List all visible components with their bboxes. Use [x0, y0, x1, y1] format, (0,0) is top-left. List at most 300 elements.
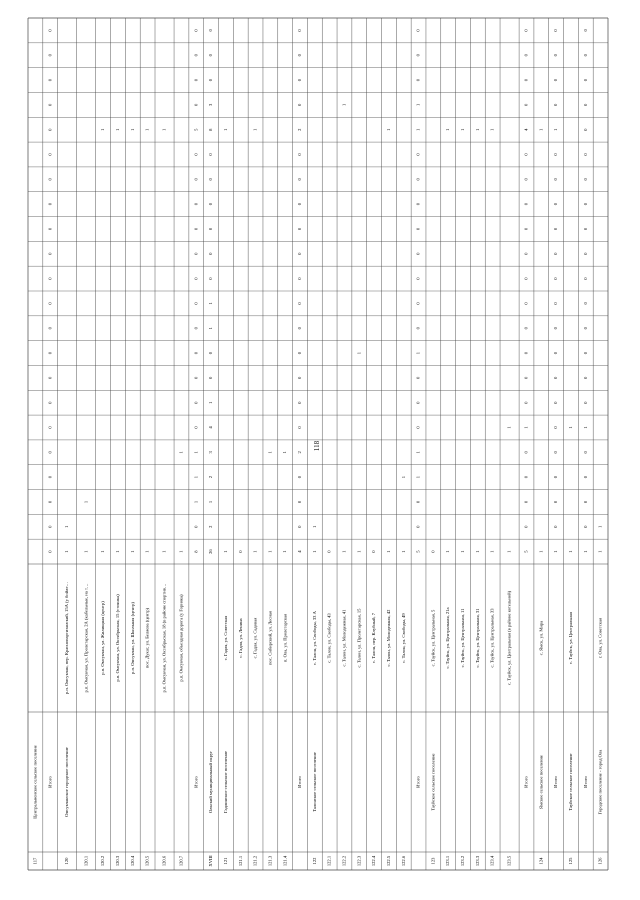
value-cell: 0 — [297, 103, 303, 107]
value-cell: 1 — [415, 351, 421, 355]
value-cell: 0 — [553, 401, 559, 404]
value-cell: 1 — [474, 128, 480, 131]
municipality-name: Итого — [193, 776, 199, 788]
value-cell: 0 — [47, 475, 53, 479]
value-cell: 0 — [415, 202, 421, 206]
value-cell: 0 — [523, 227, 529, 231]
address-cell: п. Ола, ул. Пролетарская — [282, 613, 288, 663]
value-cell: 1 — [193, 500, 199, 504]
address-cell: с. Гадля, ул. Советская — [222, 615, 228, 661]
value-cell: 0 — [523, 327, 529, 330]
value-cell: 1 — [193, 451, 199, 454]
value-cell: 0 — [523, 252, 529, 255]
value-cell: 1 — [460, 550, 466, 553]
value-cell: 0 — [297, 401, 303, 404]
value-cell: 0 — [208, 277, 214, 280]
municipality-name: Ямское сельское поселение — [538, 755, 544, 809]
value-cell: 1 — [415, 103, 421, 107]
value-cell: 0 — [47, 153, 53, 156]
value-cell: 0 — [553, 29, 559, 32]
municipality-name: Ольский муниципальный округ — [208, 750, 214, 814]
value-cell: 0 — [47, 277, 53, 280]
value-cell: 1 — [415, 475, 421, 479]
value-cell: 0 — [553, 277, 559, 280]
value-cell: 1 — [341, 550, 347, 553]
value-cell: 0 — [582, 178, 588, 181]
address-cell: с. Тауйск, ул. Центральная, 33 — [489, 608, 495, 668]
value-cell: 0 — [553, 475, 559, 479]
value-cell: 5 — [193, 128, 199, 131]
value-cell: 0 — [553, 376, 559, 380]
value-cell: 0 — [582, 451, 588, 454]
value-cell: 0 — [553, 302, 559, 305]
value-cell: 0 — [237, 550, 243, 553]
value-cell: 0 — [193, 153, 199, 156]
value-cell: 1 — [282, 550, 288, 553]
address-cell: с. Ямск, ул. Мира — [538, 620, 544, 656]
value-cell: 0 — [193, 178, 199, 181]
value-cell: 1 — [506, 426, 512, 429]
value-cell: 1 — [597, 525, 603, 528]
value-cell: 0 — [193, 401, 199, 404]
value-cell: 1 — [208, 500, 214, 504]
value-cell: 0 — [553, 351, 559, 355]
address-cell: с. Гадля, ул. Ленина — [237, 618, 243, 658]
value-cell: 0 — [193, 327, 199, 330]
value-cell: 0 — [47, 426, 53, 429]
value-cell: 0 — [47, 550, 53, 553]
value-cell: 1 — [568, 550, 574, 553]
row-number: 120.7 — [178, 855, 184, 867]
municipality-name: Итого — [297, 776, 303, 788]
value-cell: 1 — [400, 475, 406, 479]
row-number: 123 — [430, 857, 436, 865]
address-cell: с. Гадля, ул. Садовая — [252, 617, 258, 659]
value-cell: 0 — [297, 78, 303, 82]
value-cell: 0 — [47, 202, 53, 206]
row-number: 123.4 — [489, 855, 495, 867]
value-cell: 0 — [47, 128, 53, 131]
value-cell: 0 — [553, 202, 559, 206]
row-number: 120.2 — [100, 855, 106, 867]
row-number: 124 — [538, 857, 544, 865]
value-cell: 0 — [297, 29, 303, 32]
value-cell: 0 — [582, 54, 588, 57]
address-cell: пос. Сибирский, ул. Лесная — [267, 611, 273, 665]
row-number: 122.4 — [371, 855, 377, 867]
address-cell: р.п. Омсукчан, пер. Краснопартизанский, 15А (у бойле… — [64, 581, 70, 695]
value-cell: 0 — [553, 500, 559, 504]
value-cell: 1 — [144, 128, 150, 131]
value-cell: 0 — [297, 277, 303, 280]
address-cell: с. Тауйск, ул. Центральная (в районе котельной) — [506, 590, 512, 686]
value-cell: 0 — [553, 54, 559, 57]
value-cell: 2 — [297, 451, 303, 454]
value-cell: 0 — [193, 78, 199, 82]
value-cell: 0 — [297, 525, 303, 528]
value-cell: 1 — [523, 426, 529, 429]
value-cell: 0 — [582, 302, 588, 305]
value-cell: 0 — [193, 376, 199, 380]
municipality-name: Гадлинское сельское поселение — [222, 750, 228, 814]
value-cell: 1 — [356, 351, 362, 355]
row-number: 122 — [311, 857, 317, 865]
row-number: 122.3 — [356, 855, 362, 867]
value-cell: 1 — [222, 550, 228, 553]
value-cell: 0 — [193, 277, 199, 280]
value-cell: 0 — [553, 153, 559, 156]
value-cell: 1 — [415, 451, 421, 454]
value-cell: 0 — [523, 103, 529, 107]
value-cell: 1 — [64, 525, 70, 528]
value-cell: 0 — [208, 78, 214, 82]
municipality-name: Талонское сельское поселение — [311, 752, 317, 812]
value-cell: 0 — [430, 550, 436, 553]
value-cell: 0 — [415, 426, 421, 429]
value-cell: 0 — [47, 252, 53, 255]
value-cell: 0 — [193, 426, 199, 429]
row-number: 121.3 — [267, 855, 273, 867]
value-cell: 0 — [193, 302, 199, 305]
value-cell: 0 — [193, 202, 199, 206]
value-cell: 1 — [282, 451, 288, 454]
row-number: 117 — [32, 857, 38, 865]
value-cell: 1 — [538, 550, 544, 553]
value-cell: 1 — [161, 128, 167, 131]
municipality-name: Итого — [415, 776, 421, 788]
address-cell: с. Талон, ул. Свободы, 49 — [400, 613, 406, 663]
value-cell: 0 — [415, 227, 421, 231]
municipality-name: Городское поселение - город Ола — [597, 749, 603, 815]
value-cell: 0 — [297, 500, 303, 504]
value-cell: 1 — [208, 302, 214, 305]
value-cell: 1 — [178, 550, 184, 553]
value-cell: 0 — [523, 302, 529, 305]
value-cell: 4 — [208, 426, 214, 429]
value-cell: 0 — [582, 103, 588, 107]
value-cell: 1 — [129, 550, 135, 553]
row-number: 125 — [568, 857, 574, 865]
value-cell: 0 — [523, 475, 529, 479]
value-cell: 0 — [415, 302, 421, 305]
address-cell: р.п. Омсукчан, ул. Пролетарская, 2А (кабельные, на т… — [83, 583, 89, 693]
value-cell: 0 — [582, 376, 588, 380]
value-cell: 0 — [193, 252, 199, 255]
value-cell: 8 — [208, 128, 214, 131]
address-cell: р.п. Омсукчан, ул. Октябрьская, 15 (стоянка) — [115, 594, 121, 682]
value-cell: 0 — [47, 227, 53, 231]
value-cell: 1 — [208, 401, 214, 404]
value-cell: 0 — [47, 451, 53, 454]
address-cell: р.п. Омсукчан, ул. Школьная (центр) — [129, 602, 135, 674]
value-cell: 1 — [83, 500, 89, 504]
address-cell: с. Талон, ул. Свободы, 33 А — [311, 611, 317, 665]
value-cell: 0 — [297, 351, 303, 355]
address-cell: с. Талон, ул. Молодежная, 42 — [385, 609, 391, 667]
value-cell: 0 — [47, 500, 53, 504]
value-cell: 0 — [415, 376, 421, 380]
value-cell: 0 — [297, 227, 303, 231]
value-cell: 0 — [297, 54, 303, 57]
value-cell: 0 — [415, 29, 421, 32]
value-cell: 0 — [297, 426, 303, 429]
value-cell: 1 — [144, 550, 150, 553]
value-cell: 0 — [193, 525, 199, 528]
value-cell: 0 — [523, 54, 529, 57]
value-cell: 0 — [297, 202, 303, 206]
value-cell: 1 — [64, 550, 70, 553]
value-cell: 1 — [582, 426, 588, 429]
municipality-name: Тауйское сельское поселение — [568, 753, 574, 811]
value-cell: 0 — [415, 327, 421, 330]
value-cell: 1 — [311, 550, 317, 553]
value-cell: 5 — [415, 550, 421, 553]
value-cell: 0 — [47, 54, 53, 57]
value-cell: 1 — [178, 451, 184, 454]
value-cell: 0 — [208, 153, 214, 156]
municipality-name: Итого — [582, 776, 588, 788]
value-cell: 0 — [553, 103, 559, 107]
value-cell: 0 — [326, 550, 332, 553]
address-cell: р.п. Омсукчан, ул. Жилищная (центр) — [100, 601, 106, 675]
value-cell: 3 — [208, 103, 214, 107]
value-cell: 1 — [267, 451, 273, 454]
value-cell: 1 — [267, 550, 273, 553]
value-cell: 1 — [553, 128, 559, 131]
value-cell: 1 — [415, 128, 421, 131]
address-cell: р.п. Омсукчан, ул. Октябрьская, 18 (в районе спортив… — [161, 583, 167, 693]
row-number: 120.1 — [83, 855, 89, 867]
value-cell: 1 — [341, 103, 347, 107]
municipality-name: Тауйское сельское поселение — [430, 753, 436, 811]
address-cell: с. Талон, ул. Свободы, 43 — [326, 613, 332, 663]
value-cell: 0 — [297, 475, 303, 479]
value-cell: 0 — [523, 78, 529, 82]
value-cell: 1 — [489, 128, 495, 131]
value-cell: 0 — [553, 178, 559, 181]
row-number: 123.5 — [506, 855, 512, 867]
row-number: 120.4 — [129, 855, 135, 867]
value-cell: 1 — [506, 550, 512, 553]
value-cell: 0 — [415, 78, 421, 82]
address-cell: с. Талон, ул. Пролетарская, 15 — [356, 608, 362, 668]
municipality-name: Итого — [47, 776, 53, 788]
value-cell: 1 — [115, 550, 121, 553]
value-cell: 1 — [385, 550, 391, 553]
municipality-name: Итого — [553, 776, 559, 788]
value-cell: 0 — [193, 351, 199, 355]
value-cell: 0 — [415, 401, 421, 404]
value-cell: 0 — [208, 29, 214, 32]
value-cell: 0 — [553, 426, 559, 429]
value-cell: 0 — [47, 525, 53, 528]
value-cell: 0 — [47, 302, 53, 305]
value-cell: 0 — [523, 202, 529, 206]
value-cell: 0 — [208, 54, 214, 57]
value-cell: 2 — [208, 525, 214, 528]
value-cell: 0 — [297, 153, 303, 156]
value-cell: 0 — [523, 153, 529, 156]
value-cell: 0 — [523, 525, 529, 528]
value-cell: 0 — [553, 78, 559, 82]
row-number: 122.5 — [385, 855, 391, 867]
value-cell: 0 — [208, 376, 214, 380]
value-cell: 1 — [115, 128, 121, 131]
value-cell: 1 — [222, 128, 228, 131]
value-cell: 1 — [161, 550, 167, 553]
value-cell: 5 — [523, 550, 529, 553]
row-number: 120.5 — [144, 855, 150, 867]
value-cell: 1 — [311, 525, 317, 528]
value-cell: 0 — [523, 376, 529, 380]
value-cell: 0 — [415, 277, 421, 280]
value-cell: 0 — [297, 327, 303, 330]
value-cell: 0 — [297, 178, 303, 181]
value-cell: 1 — [538, 128, 544, 131]
value-cell: 0 — [582, 202, 588, 206]
value-cell: 0 — [193, 29, 199, 32]
row-number: 121.4 — [282, 855, 288, 867]
value-cell: 1 — [385, 128, 391, 131]
value-cell: 0 — [523, 500, 529, 504]
value-cell: 0 — [582, 252, 588, 255]
row-number: 122.1 — [326, 855, 332, 867]
value-cell: 1 — [460, 128, 466, 131]
value-cell: 1 — [100, 128, 106, 131]
value-cell: 1 — [129, 128, 135, 131]
page-number: 118 — [313, 440, 322, 452]
value-cell: 0 — [193, 54, 199, 57]
row-number: 121.2 — [252, 855, 258, 867]
value-cell: 0 — [582, 153, 588, 156]
municipality-name: Омсукчанское городское поселение — [64, 747, 70, 817]
value-cell: 0 — [415, 525, 421, 528]
value-cell: 2 — [208, 475, 214, 479]
value-cell: 2 — [297, 128, 303, 131]
value-cell: 1 — [474, 550, 480, 553]
value-cell: 1 — [597, 550, 603, 553]
value-cell: 0 — [553, 252, 559, 255]
value-cell: 1 — [568, 426, 574, 429]
value-cell: 0 — [297, 252, 303, 255]
value-cell: 1 — [100, 550, 106, 553]
value-cell: 1 — [252, 550, 258, 553]
row-number: 123.1 — [445, 855, 451, 867]
value-cell: 0 — [582, 500, 588, 504]
value-cell: 0 — [523, 351, 529, 355]
value-cell: 0 — [553, 327, 559, 330]
value-cell: 0 — [582, 475, 588, 479]
value-cell: 0 — [582, 78, 588, 82]
value-cell: 1 — [193, 475, 199, 479]
value-cell: 0 — [415, 252, 421, 255]
address-cell: с. Тауйск, ул. Центральная — [568, 611, 574, 665]
address-cell: с. Тауйск, ул. Центральная, 21а — [445, 607, 451, 669]
value-cell: 0 — [297, 302, 303, 305]
value-cell: 0 — [193, 103, 199, 107]
value-cell: 0 — [582, 128, 588, 131]
row-number: 121 — [222, 857, 228, 865]
value-cell: 1 — [356, 550, 362, 553]
value-cell: 1 — [252, 128, 258, 131]
row-number: 122.2 — [341, 855, 347, 867]
value-cell: 1 — [553, 550, 559, 553]
value-cell: 0 — [553, 451, 559, 454]
value-cell: 8 — [193, 550, 199, 553]
value-cell: 4 — [523, 128, 529, 131]
value-cell: 0 — [582, 227, 588, 231]
address-cell: с. Тауйск, ул. Центральная, 11 — [460, 608, 466, 668]
value-cell: 0 — [208, 227, 214, 231]
value-cell: 0 — [208, 202, 214, 206]
value-cell: 0 — [47, 29, 53, 32]
row-number: XVIII — [208, 855, 214, 867]
address-cell: с. Талон, ул. Молодежная, 41 — [341, 609, 347, 667]
municipality-name: Центральненское сельское поселение — [32, 745, 38, 819]
value-cell: 0 — [47, 178, 53, 181]
value-cell: 1 — [83, 550, 89, 553]
value-cell: 0 — [582, 525, 588, 528]
row-number: 120.6 — [161, 855, 167, 867]
value-cell: 0 — [582, 351, 588, 355]
value-cell: 4 — [297, 550, 303, 553]
value-cell: 26 — [208, 549, 214, 554]
row-number: 121.1 — [237, 855, 243, 867]
value-cell: 0 — [553, 525, 559, 528]
value-cell: 1 — [400, 550, 406, 553]
address-cell: с. Тауйск, ул. Центральная, 5 — [430, 609, 436, 667]
value-cell: 0 — [371, 550, 377, 553]
value-cell: 0 — [553, 227, 559, 231]
value-cell: 1 — [208, 327, 214, 330]
row-number: 126 — [597, 857, 603, 865]
value-cell: 1 — [582, 550, 588, 553]
value-cell: 0 — [47, 327, 53, 330]
value-cell: 0 — [523, 401, 529, 404]
municipality-name: Итого — [523, 776, 529, 788]
value-cell: 0 — [47, 401, 53, 404]
row-number: 122.6 — [400, 855, 406, 867]
address-cell: р.п. Омсукчан, объездная дорога (у Горнякa) — [178, 594, 184, 682]
value-cell: 0 — [582, 29, 588, 32]
value-cell: 0 — [415, 178, 421, 181]
address-cell: г. Ола, ул. Советская — [597, 617, 603, 659]
address-cell: с. Талон, пер. Клубный, 7 — [371, 612, 377, 664]
value-cell: 0 — [523, 451, 529, 454]
value-cell: 0 — [297, 376, 303, 380]
value-cell: 0 — [582, 327, 588, 330]
value-cell: 0 — [582, 401, 588, 404]
value-cell: 0 — [415, 54, 421, 57]
address-cell: пос. Дукат, ул. Беляева (центр) — [144, 607, 150, 669]
value-cell: 0 — [208, 351, 214, 355]
value-cell: 0 — [208, 178, 214, 181]
value-cell: 3 — [208, 451, 214, 454]
value-cell: 0 — [415, 500, 421, 504]
value-cell: 0 — [523, 178, 529, 181]
row-number: 120 — [64, 857, 70, 865]
value-cell: 0 — [47, 351, 53, 355]
value-cell: 1 — [445, 550, 451, 553]
value-cell: 0 — [47, 78, 53, 82]
value-cell: 0 — [582, 277, 588, 280]
value-cell: 0 — [47, 376, 53, 380]
value-cell: 0 — [523, 29, 529, 32]
row-number: 123.3 — [474, 855, 480, 867]
value-cell: 0 — [47, 103, 53, 107]
row-number: 123.2 — [460, 855, 466, 867]
value-cell: 0 — [523, 277, 529, 280]
